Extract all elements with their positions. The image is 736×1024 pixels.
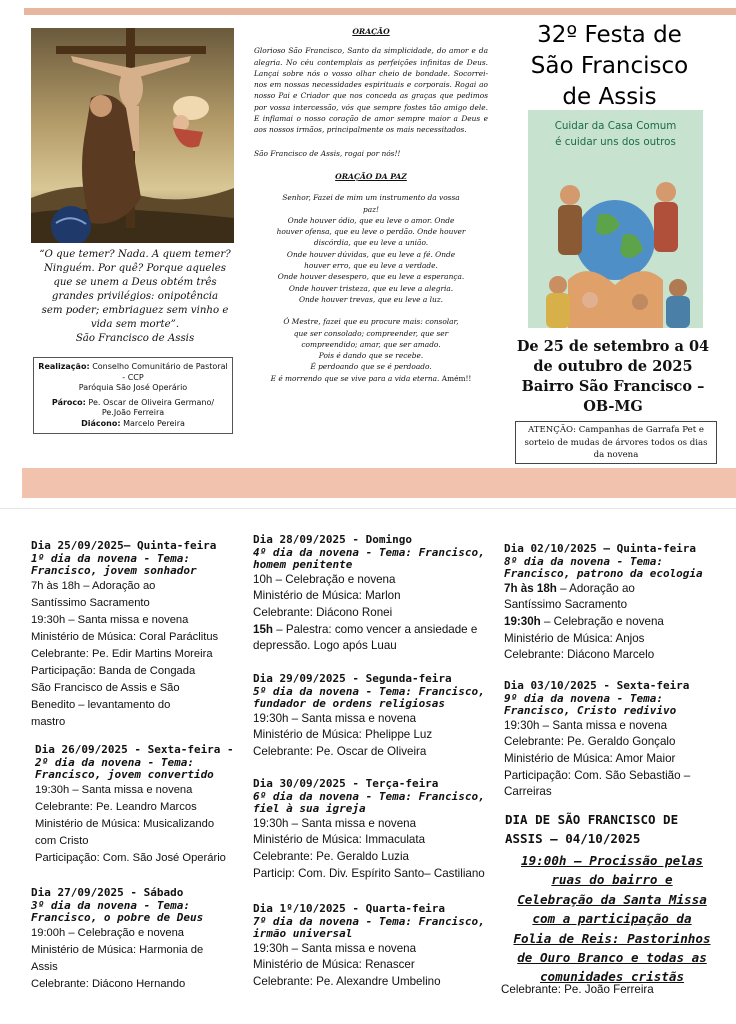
quote-author: São Francisco de Assis	[75, 333, 195, 344]
poster-line: é cuidar uns dos outros	[555, 136, 676, 148]
realizacao-text: Conselho Comunitário de Pastoral - CCP	[92, 362, 228, 382]
festa-title-line: 32º Festa de	[537, 22, 682, 48]
day-2-block	[35, 744, 245, 867]
paz-line: que ser consolado; compreender, que ser	[293, 328, 449, 338]
feast-day-line: DIA DE SÃO FRANCISCO DE	[505, 812, 679, 827]
quote-line: sem poder; embriaguez sem vinho e	[41, 305, 229, 316]
day-theme: fundador de ordens religiosas	[253, 697, 446, 710]
saint-quote	[30, 248, 240, 346]
day-line: Ministério de Música: Renascer	[253, 958, 415, 972]
atencao-box: ATENÇÃO: Campanhas de Garrafa Pet e sorteio de mudas de árvores todos os dias da novena	[515, 421, 717, 464]
day-line: Celebrante: Pe. Geraldo Luzia	[253, 849, 409, 863]
section-divider-band	[22, 468, 736, 498]
paz-line: houver ofensa, que eu leve o perdão. Onde houver	[276, 227, 466, 237]
day-line: Ministério de Música: Immaculata	[253, 833, 426, 847]
quote-line: “O que temer? Nada. A quem temer?	[39, 249, 231, 260]
oracao-body: Glorioso São Francisco, Santo da simplicidade, do amor e da alegria. No céu contemplais as perfeições infinitas de Deus. Lançai sobre nós o vosso olhar cheio de bondade. Socorrei-nos em nossas necessidades espirituais e corporais. Rogai ao nosso Pai e Criador que nos conceda as graças que pedimos por vossa intercessão, vós que sempre fostes tão amigo dele. E inflamai o nosso coração de amor sempre maior a Deus e aos nossos irmãos, principalmente os mais necessitados.	[254, 46, 488, 135]
realizacao-label: Realização:	[38, 362, 90, 371]
day-line: com Cristo	[35, 834, 89, 847]
quote-line: que se unem a Deus obtém três	[53, 277, 217, 288]
day-line: 19:30h – Santa missa e novena	[253, 816, 417, 830]
day-6-block	[253, 778, 493, 882]
time-label: 19:30h	[504, 614, 541, 628]
paz-line: Onde houver desespero, que eu leve a esperança.	[277, 272, 465, 282]
paz-line: compreendido; amar, que ser amado.	[301, 339, 441, 349]
day-theme: 2º dia da novena - Tema:	[35, 755, 194, 769]
day-line: Ministério de Música: Anjos	[504, 631, 645, 645]
day-theme: 5º dia da novena - Tema: Francisco,	[253, 684, 485, 698]
procissao-line: Celebração da Santa Missa	[517, 891, 707, 907]
poster-line: Cuidar da Casa Comum	[554, 120, 677, 132]
day-theme: 4º dia da novena - Tema: Francisco,	[253, 545, 485, 559]
day-line: mastro	[31, 715, 66, 728]
procissao-line: com a participação da	[532, 911, 692, 927]
day-header: Dia 28/09/2025 - Domingo	[253, 533, 412, 546]
day-line: Celebrante: Pe. Geraldo Gonçalo	[504, 735, 676, 749]
day-line: Ministério de Música: Phelippe Luz	[253, 728, 433, 742]
paz-last-text: E é morrendo que se vive para a vida eterna.	[270, 373, 440, 383]
day-5-block	[253, 673, 493, 761]
festa-dates	[508, 337, 718, 417]
day-line: Celebrante: Pe. Alexandre Umbelino	[253, 974, 441, 988]
festa-title	[512, 20, 707, 113]
day-line: depressão. Logo após Luau	[253, 639, 397, 653]
day-header: Dia 25/09/2025– Quinta-feira	[31, 539, 217, 552]
day-line: 19:30h – Santa missa e novena	[31, 613, 189, 626]
procissao-line: comunidades cristãs	[539, 969, 685, 985]
prayers-column	[254, 26, 488, 384]
diacono-text: Marcelo Pereira	[123, 418, 185, 428]
day-header: Dia 26/09/2025 - Sexta-feira -	[35, 743, 234, 756]
day-line: 19:30h – Santa missa e novena	[253, 941, 417, 955]
day-theme: homem penitente	[253, 558, 353, 571]
paroco-label: Pároco:	[51, 397, 86, 407]
day-line: Participação: Com. São José Operário	[35, 851, 226, 864]
paroco-text: Pe. Oscar de Oliveira Germano/ Pe.João Ferreira	[88, 397, 215, 417]
day-line: Celebrante: Diácono Hernando	[31, 977, 186, 990]
quote-line: grandes privilégios: onipotência	[51, 291, 219, 302]
extra-text: – Palestra: como vencer a ansiedade e	[272, 622, 478, 636]
diacono-label: Diácono:	[81, 418, 121, 428]
quote-line: Ninguém. Por quê? Porque aqueles	[44, 263, 226, 274]
day-line: 19:30h – Santa missa e novena	[504, 718, 668, 732]
feast-day-title	[505, 810, 725, 848]
paz-line: É perdoando que se é perdoado.	[310, 362, 432, 372]
day-theme: Francisco, Cristo redivivo	[504, 704, 677, 717]
day-line	[504, 581, 729, 598]
day-header: Dia 02/10/2025 – Quinta-feira	[504, 542, 697, 555]
day-line: Ministério de Música: Amor Maior	[504, 751, 676, 765]
day-line: 19:30h – Santa missa e novena	[253, 711, 417, 725]
day-theme: Francisco, patrono da ecologia	[504, 567, 703, 580]
day-header: Dia 03/10/2025 - Sexta-feira	[504, 679, 690, 692]
oracao-sign: São Francisco de Assis, rogai por nós!!	[254, 148, 401, 158]
paz-line: Onde houver tristeza, que eu leve a alegria.	[288, 283, 454, 293]
credits-box	[33, 357, 233, 434]
day-theme: fiel à sua igreja	[253, 802, 366, 815]
time-text: – Adoração ao	[556, 581, 635, 595]
day-header: Dia 30/09/2025 - Terça-feira	[253, 777, 439, 790]
day-line: São Francisco de Assis e São	[31, 681, 180, 694]
dates-line: de outubro de 2025	[533, 358, 693, 375]
day-4-block	[253, 534, 493, 655]
day-line: Assis	[31, 960, 58, 973]
day-line: Benedito – levantamento do	[31, 698, 171, 711]
day-line: Participação: Com. São Sebastião –	[504, 768, 691, 782]
time-label: 7h às 18h	[504, 581, 557, 595]
festa-title-line: de Assis	[562, 84, 657, 110]
day-7-block	[253, 903, 493, 991]
dates-line: De 25 de setembro a 04	[516, 338, 710, 355]
day-theme: Francisco, jovem convertido	[35, 768, 214, 781]
day-line	[504, 614, 729, 631]
paz-line: Onde houver ódio, que eu leve o amor. Onde	[287, 215, 455, 225]
day-line: 19:00h – Celebração e novena	[31, 926, 185, 939]
oracao-title: ORAÇÃO	[352, 27, 390, 36]
day-line: Santíssimo Sacramento	[31, 596, 150, 609]
day-1-block	[31, 540, 241, 731]
day-theme: 7º dia da novena - Tema: Francisco,	[253, 914, 485, 928]
day-line: 10h – Celebração e novena	[253, 572, 396, 586]
day-line: Carreiras	[504, 785, 552, 799]
top-accent-bar	[24, 8, 736, 15]
dates-line: Bairro São Francisco –	[521, 378, 705, 395]
day-line: Celebrante: Pe. Edir Martins Moreira	[31, 647, 213, 660]
day-line: Particip: Com. Div. Espírito Santo– Castiliano	[253, 866, 485, 880]
oracao-paz-title: ORAÇÃO DA PAZ	[335, 171, 407, 181]
paz-line: Onde houver dúvidas, que eu leve a fé. Onde	[286, 249, 456, 259]
day-theme: 3º dia da novena - Tema:	[31, 898, 190, 912]
paz-last-line	[254, 373, 488, 384]
extra-time: 15h	[253, 622, 273, 636]
day-line-extra	[253, 622, 493, 639]
procissao-line: 19:00h – Procissão pelas	[521, 853, 703, 868]
day-line: 7h às 18h – Adoração ao	[31, 579, 156, 592]
day-line: Santíssimo Sacramento	[504, 598, 628, 612]
paz-line: paz!	[362, 204, 379, 214]
paz-line: Pois é dando que se recebe.	[318, 351, 424, 361]
paz-line: discórdia, que eu leve a união.	[313, 238, 429, 248]
campaign-poster	[528, 110, 703, 328]
day-line: Ministério de Música: Harmonia de	[31, 943, 204, 956]
paz-line: Onde houver trevas, que eu leve a luz.	[298, 294, 444, 304]
day-theme: 6º dia da novena - Tema: Francisco,	[253, 789, 485, 803]
paroquia-text: Paróquia São José Operário	[78, 383, 188, 392]
day-header: Dia 27/09/2025 - Sábado	[31, 886, 184, 899]
day-theme: Francisco, jovem sonhador	[31, 564, 197, 577]
feast-day-line: ASSIS – 04/10/2025	[505, 831, 641, 846]
day-header: Dia 29/09/2025 - Segunda-feira	[253, 672, 452, 685]
procissao-line: de Ouro Branco e todas as	[517, 950, 707, 966]
day-theme: Francisco, o pobre de Deus	[31, 911, 204, 924]
quote-line: vida sem morte”.	[90, 319, 180, 330]
day-theme: 1º dia da novena - Tema:	[31, 551, 190, 565]
day-line: Ministério de Música: Coral Paráclitus	[31, 630, 219, 643]
poster-caption	[528, 118, 703, 150]
paz-line: Ó Mestre, fazei que eu procure mais: consolar,	[283, 317, 459, 327]
day-9-block	[504, 680, 729, 801]
paz-line: houver erro, que eu leve a verdade.	[304, 261, 438, 271]
dates-line: OB-MG	[583, 398, 643, 415]
day-theme: irmão universal	[253, 927, 353, 940]
time-text: – Celebração e novena	[540, 614, 664, 628]
day-3-block	[31, 887, 241, 993]
day-line: Celebrante: Diácono Ronei	[253, 605, 393, 619]
day-theme: 8º dia da novena - Tema:	[504, 554, 663, 568]
day-theme: 9º dia da novena - Tema:	[504, 691, 663, 705]
day-line: Celebrante: Diácono Marcelo	[504, 648, 655, 662]
amen-text: Amém!!	[441, 373, 472, 383]
day-line: Celebrante: Pe. Leandro Marcos	[35, 800, 197, 813]
procissao-celebrante: Celebrante: Pe. João Ferreira	[501, 983, 654, 996]
day-line: Celebrante: Pe. Oscar de Oliveira	[253, 744, 427, 758]
procissao-line: ruas do bairro e	[551, 872, 673, 888]
paz-line: Senhor, Fazei de mim um instrumento da vossa	[282, 193, 460, 203]
fold-line	[0, 508, 736, 509]
saint-francis-painting	[31, 28, 234, 243]
festa-title-line: São Francisco	[530, 53, 689, 79]
day-8-block	[504, 543, 729, 664]
day-header: Dia 1º/10/2025 - Quarta-feira	[253, 902, 446, 915]
procissao-line: Folia de Reis: Pastorinhos	[513, 930, 711, 946]
day-line: Participação: Banda de Congada	[31, 664, 196, 677]
day-line: Ministério de Música: Marlon	[253, 589, 401, 603]
day-line: Ministério de Música: Musicalizando	[35, 817, 215, 830]
procissao-text	[503, 851, 721, 987]
day-line: 19:30h – Santa missa e novena	[35, 783, 193, 796]
